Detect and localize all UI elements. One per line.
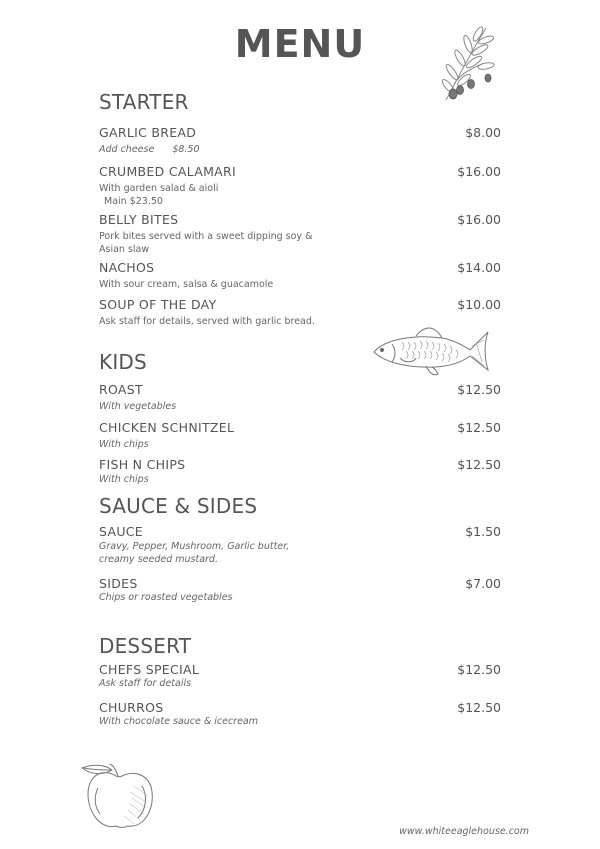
item-name: SIDES	[99, 576, 138, 591]
item-name: CHURROS	[99, 700, 164, 715]
item-price: $1.50	[465, 524, 501, 539]
item-price: $12.50	[457, 382, 501, 397]
item-desc-price: $8.50	[172, 144, 200, 155]
item-name: FISH N CHIPS	[99, 457, 186, 472]
item-desc: Ask staff for details, served with garlic bread.	[99, 316, 315, 327]
item-price: $14.00	[457, 260, 501, 275]
item-desc: With garden salad & aioli	[99, 183, 219, 194]
item-name: GARLIC BREAD	[99, 125, 197, 140]
section-heading-kids: KIDS	[99, 350, 147, 374]
section-heading-starter: STARTER	[99, 90, 189, 114]
item-price: $12.50	[457, 700, 501, 715]
website-footer: www.whiteeaglehouse.com	[399, 826, 529, 837]
item-price: $12.50	[457, 662, 501, 677]
item-desc: With chocolate sauce & icecream	[99, 716, 259, 727]
item-desc: With chips	[99, 439, 149, 450]
item-price: $8.00	[465, 125, 501, 140]
item-desc: Gravy, Pepper, Mushroom, Garlic butter, creamy seeded mustard.	[99, 541, 290, 565]
item-desc: Ask staff for details	[99, 678, 192, 689]
item-desc	[99, 143, 200, 156]
item-desc: Chips or roasted vegetables	[99, 592, 233, 603]
section-heading-sauce-sides: SAUCE & SIDES	[99, 494, 258, 518]
fish-icon	[372, 322, 492, 380]
section-heading-dessert: DESSERT	[99, 634, 192, 658]
item-name: ROAST	[99, 382, 143, 397]
item-price: $16.00	[457, 164, 501, 179]
item-name: NACHOS	[99, 260, 155, 275]
item-desc-main-price: Main $23.50	[104, 196, 163, 207]
item-name: CHICKEN SCHNITZEL	[99, 420, 235, 435]
item-desc: With chips	[99, 474, 149, 485]
item-desc-text: Add cheese	[99, 144, 155, 155]
item-desc: With vegetables	[99, 401, 177, 412]
item-name: SAUCE	[99, 524, 143, 539]
menu-title: MENU	[234, 22, 366, 66]
item-price: $16.00	[457, 212, 501, 227]
item-price: $12.50	[457, 457, 501, 472]
item-price: $12.50	[457, 420, 501, 435]
apple-icon	[80, 762, 156, 834]
olive-branch-icon	[438, 22, 498, 104]
item-price: $7.00	[465, 576, 501, 591]
item-name: CRUMBED CALAMARI	[99, 164, 237, 179]
item-name: SOUP OF THE DAY	[99, 297, 217, 312]
item-name: CHEFS SPECIAL	[99, 662, 200, 677]
item-desc: With sour cream, salsa & guacamole	[99, 279, 274, 290]
item-price: $10.00	[457, 297, 501, 312]
item-desc: Pork bites served with a sweet dipping soy & Asian slaw	[99, 231, 313, 255]
item-name: BELLY BITES	[99, 212, 179, 227]
